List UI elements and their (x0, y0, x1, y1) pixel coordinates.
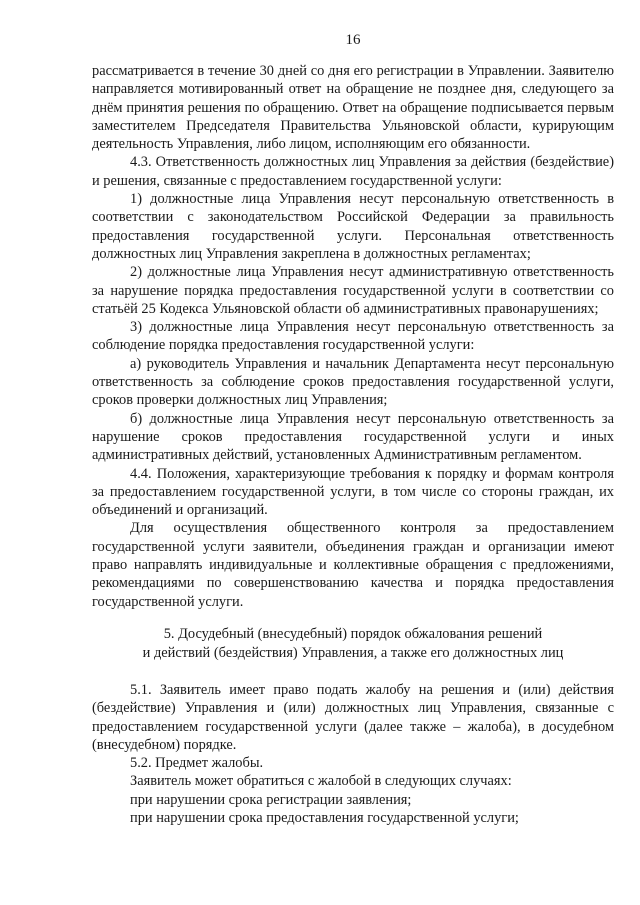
paragraph-4-3: 4.3. Ответственность должностных лиц Управления за действия (бездействие) и решения, связанные с предоставлением государственной услуги: (92, 154, 614, 189)
page-number: 16 (345, 32, 361, 48)
paragraph-5-2: 5.2. Предмет жалобы. (130, 755, 264, 772)
section-heading-line-2: и действий (бездействия) Управления, а также его должностных лиц (142, 645, 564, 662)
paragraph-4-4: 4.4. Положения, характеризующие требования к порядку и формам контроля за предоставлением государственной услуги, в том числе со стороны граждан, их объединений и организаций. (92, 465, 614, 519)
section-heading-line-1: 5. Досудебный (внесудебный) порядок обжалования решений (163, 625, 543, 642)
paragraph-5-1: 5.1. Заявитель имеет право подать жалобу на решения и (или) действия (бездействие) Управления и (или) должностных лиц Управления, связанные с предоставлением государственной услуги (далее также – жалоба), в досудебном (внесудебном) порядке. (92, 681, 614, 753)
section-heading (92, 625, 614, 664)
paragraph-item-a: а) руководитель Управления и начальник Департамента несут персональную ответственность за соблюдение сроков предоставления государственной услуги, сроков проверки должностных лиц Управления; (92, 355, 614, 409)
paragraph-public-control: Для осуществления общественного контроля за предоставлением государственной услуги заявители, объединения граждан и организации имеют право направлять индивидуальные и коллективные обращения с предложениями, рекомендациями по совершенствованию качества и порядка предоставления государственной услуги. (92, 520, 614, 610)
paragraph-item-1: 1) должностные лица Управления несут персональную ответственность в соответствии с законодательством Российской Федерации за правильность предоставления государственной услуги. Персональная ответственность должностных лиц Управления закреплена в должностных регламентах; (92, 191, 614, 262)
paragraph-item-3: 3) должностные лица Управления несут персональную ответственность за соблюдение порядка предоставления государственной услуги: (92, 319, 614, 354)
document-page (92, 30, 614, 827)
paragraph-continuation: рассматривается в течение 30 дней со дня его регистрации в Управлении. Заявителю направляется мотивированный ответ на обращение не позднее дня, следующего за днём принятия решения по обращению. Ответ на обращение подписывается первым заместителем Председателя Правительства Ульяновской области, курирующим деятельность Управления, либо лицом, исполняющим его обязанности. (92, 63, 614, 153)
paragraph-case-registration: при нарушении срока регистрации заявления; (130, 791, 412, 808)
paragraph-cases-intro: Заявитель может обратиться с жалобой в следующих случаях: (130, 773, 512, 790)
paragraph-case-service-term: при нарушении срока предоставления государственной услуги; (130, 809, 519, 826)
paragraph-item-2: 2) должностные лица Управления несут административную ответственность за нарушение порядка предоставления государственной услуги в соответствии со статьёй 25 Кодекса Ульяновской области об административных правонарушениях; (92, 264, 614, 317)
paragraph-item-b: б) должностные лица Управления несут персональную ответственность за нарушение сроков предоставления государственной услуги и иных административных действий, установленных Административным регламентом. (92, 410, 614, 464)
